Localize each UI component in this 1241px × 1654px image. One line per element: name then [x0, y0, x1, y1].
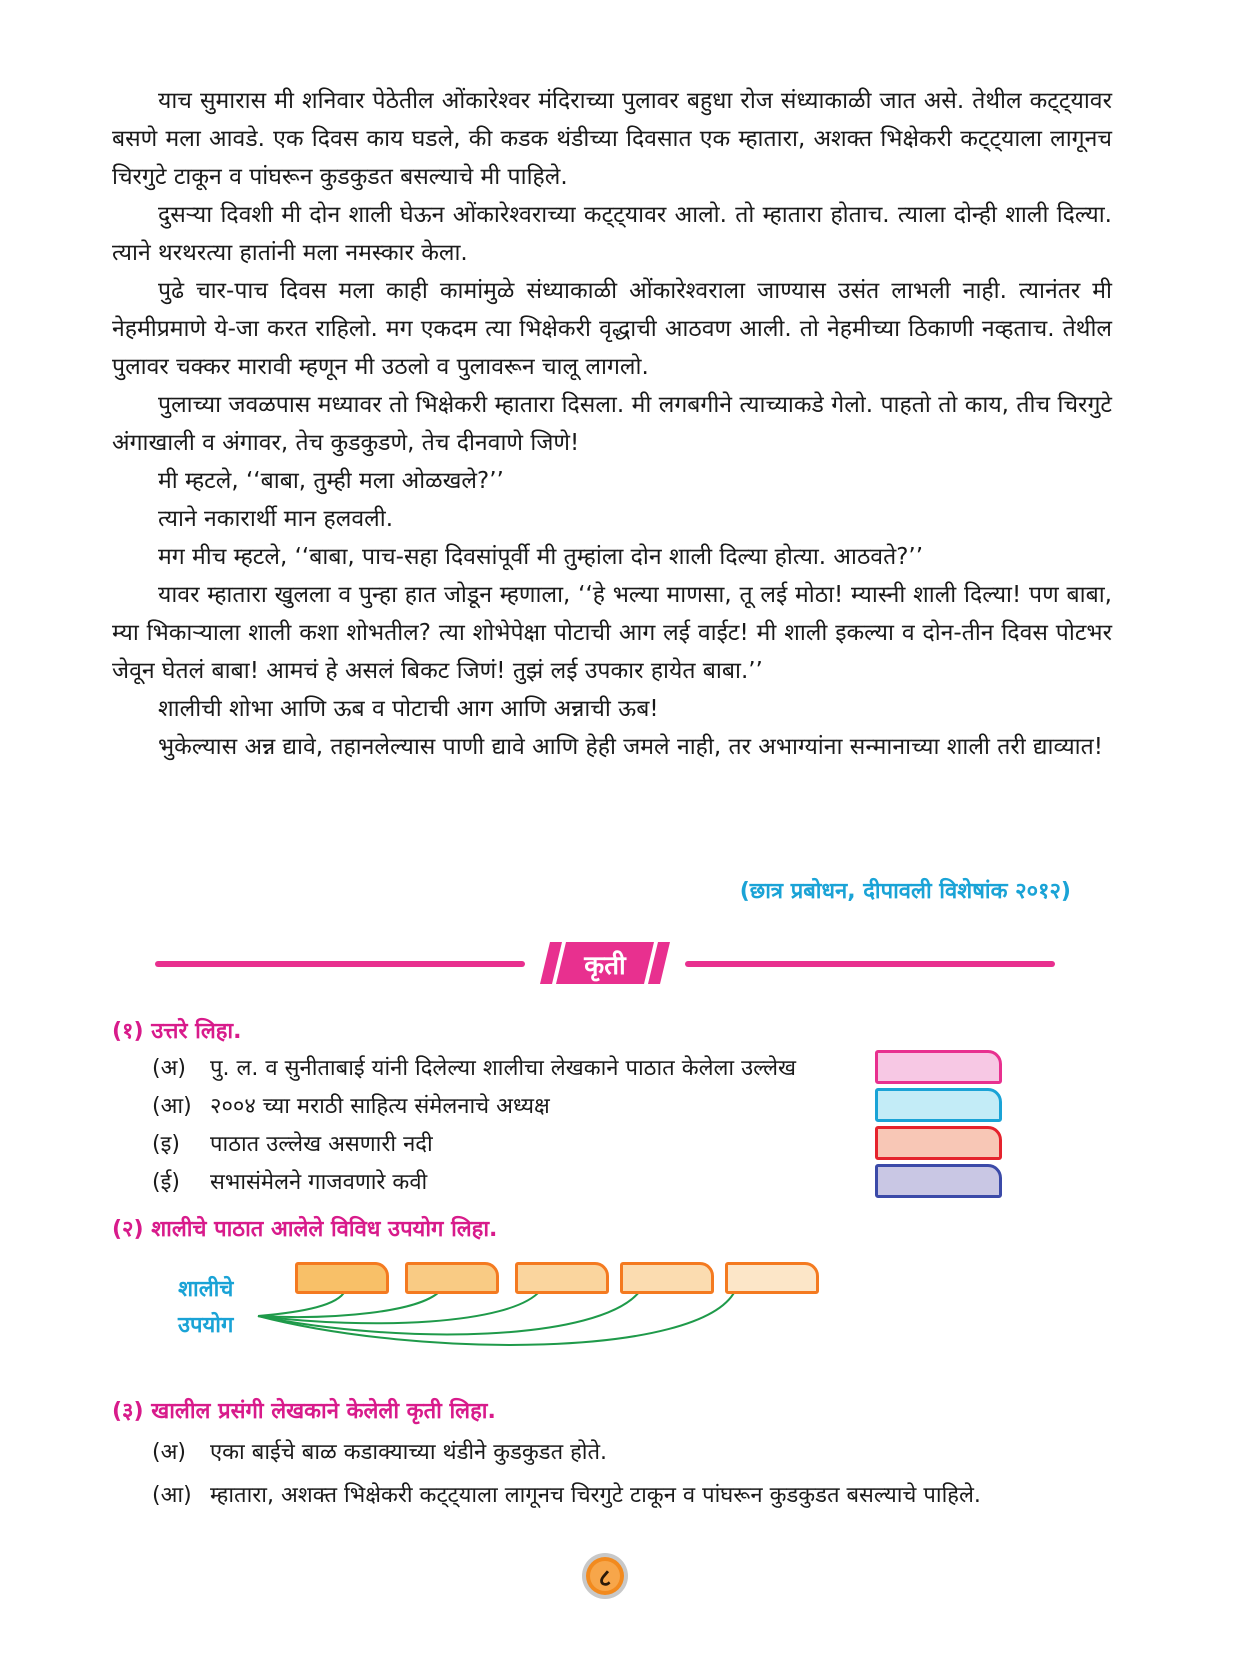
use-answer-box[interactable] — [620, 1262, 714, 1294]
q1-item-text: २००४ च्या मराठी साहित्य संमेलनाचे अध्यक्ष — [210, 1094, 550, 1119]
q1-item-label: (इ) — [152, 1132, 180, 1157]
q3-item-text: एका बाईचे बाळ कडाक्याच्या थंडीने कुडकुडत होते. — [210, 1440, 608, 1465]
q1-item-label: (आ) — [152, 1094, 192, 1119]
section-heading: कृती — [584, 951, 626, 981]
story-paragraph: भुकेल्यास अन्न द्यावे, तहानलेल्यास पाणी द्यावे आणि हेही जमले नाही, तर अभाग्यांना सन्मानाच्या शाली तरी द्याव्यात! — [158, 734, 1103, 760]
use-answer-box[interactable] — [725, 1262, 819, 1294]
story-paragraph: त्याने नकारार्थी मान हलवली. — [158, 506, 394, 532]
uses-label-line: उपयोग — [178, 1313, 234, 1338]
story-paragraph: पुढे चार-पाच दिवस मला काही कामांमुळे संध्याकाळी ओंकारेश्वराला जाण्यास उसंत लाभली नाही. त्यानंतर मी नेहमीप्रमाणे ये-जा करत राहिलो. मग एकदम त्या भिक्षेकरी वृद्धाची आठवण आली. तो नेहमीच्या ठिकाणी नव्हताच. तेथील पुलावर चक्कर मारावी म्हणून मी उठलो व पुलावरून चालू लागलो. — [112, 278, 1112, 380]
q3-title: (३) खालील प्रसंगी लेखकाने केलेली कृती लिहा. — [112, 1399, 496, 1424]
page-number: ८ — [598, 1564, 612, 1592]
story-paragraph: मी म्हटले, ‘‘बाबा, तुम्ही मला ओळखले?’’ — [158, 468, 504, 494]
story-paragraph: दुसऱ्या दिवशी मी दोन शाली घेऊन ओंकारेश्वराच्या कट्ट्यावर आलो. तो म्हातारा होताच. त्याला दोन्ही शाली दिल्या. त्याने थरथरत्या हातांनी मला नमस्कार केला. — [112, 202, 1112, 266]
q3-item — [152, 1479, 981, 1509]
q3-item-label: (अ) — [152, 1440, 186, 1465]
q1-title: (१) उत्तरे लिहा. — [112, 1019, 242, 1044]
use-answer-box[interactable] — [405, 1262, 499, 1294]
story-paragraph: मग मीच म्हटले, ‘‘बाबा, पाच-सहा दिवसांपूर्वी मी तुम्हांला दोन शाली दिल्या होत्या. आठवते?’’ — [158, 544, 924, 570]
q2-title: (२) शालीचे पाठात आलेले विविध उपयोग लिहा. — [112, 1217, 498, 1242]
q1-item-text: सभासंमेलने गाजवणारे कवी — [210, 1170, 428, 1195]
q3-item — [152, 1436, 607, 1466]
q1-item-label: (अ) — [152, 1056, 186, 1081]
uses-label-line: शालीचे — [178, 1277, 234, 1302]
story-paragraph: यावर म्हातारा खुलला व पुन्हा हात जोडून म्हणाला, ‘‘हे भल्या माणसा, तू लई मोठा! म्यास्नी शाली दिल्या! पण बाबा, म्या भिकाऱ्याला शाली कशा शोभतील? त्या शोभेपेक्षा पोटाची आग लई वाईट! मी शाली इकल्या व दोन-तीन दिवस पोटभर जेवून घेतलं बाबा! आमचं हे असलं बिकट जिणं! तुझं लई उपकार हायेत बाबा.’’ — [112, 582, 1112, 684]
q1-item-text: पु. ल. व सुनीताबाई यांनी दिलेल्या शालीचा लेखकाने पाठात केलेला उल्लेख — [210, 1056, 797, 1081]
story-paragraph: पुलाच्या जवळपास मध्यावर तो भिक्षेकरी म्हातारा दिसला. मी लगबगीने त्याच्याकडे गेलो. पाहतो तो काय, तीच चिरगुटे अंगाखाली व अंगावर, तेच कुडकुडणे, तेच दीनवाणे जिणे! — [112, 392, 1112, 456]
q3-item-label: (आ) — [152, 1483, 192, 1508]
story-paragraph: याच सुमारास मी शनिवार पेठेतील ओंकारेश्वर मंदिराच्या पुलावर बहुधा रोज संध्याकाळी जात असे. तेथील कट्ट्यावर बसणे मला आवडे. एक दिवस काय घडले, की कडक थंडीच्या दिवसात एक म्हातारा, अशक्त भिक्षेकरी कट्ट्याला लागूनच चिरगुटे टाकून व पांघरून कुडकुडत बसल्याचे मी पाहिले. — [112, 88, 1112, 190]
q3-item-text: म्हातारा, अशक्त भिक्षेकरी कट्ट्याला लागूनच चिरगुटे टाकून व पांघरून कुडकुडत बसल्याचे पाहिले. — [210, 1483, 981, 1508]
q1-item-text: पाठात उल्लेख असणारी नदी — [210, 1132, 433, 1157]
use-answer-box[interactable] — [515, 1262, 609, 1294]
source-citation: (छात्र प्रबोधन, दीपावली विशेषांक २०१२) — [739, 879, 1071, 904]
q1-item-label: (ई) — [152, 1170, 180, 1195]
story-paragraph: शालीची शोभा आणि ऊब व पोटाची आग आणि अन्नाची ऊब! — [158, 696, 659, 722]
page-number-badge — [581, 1552, 629, 1600]
use-answer-box[interactable] — [295, 1262, 389, 1294]
